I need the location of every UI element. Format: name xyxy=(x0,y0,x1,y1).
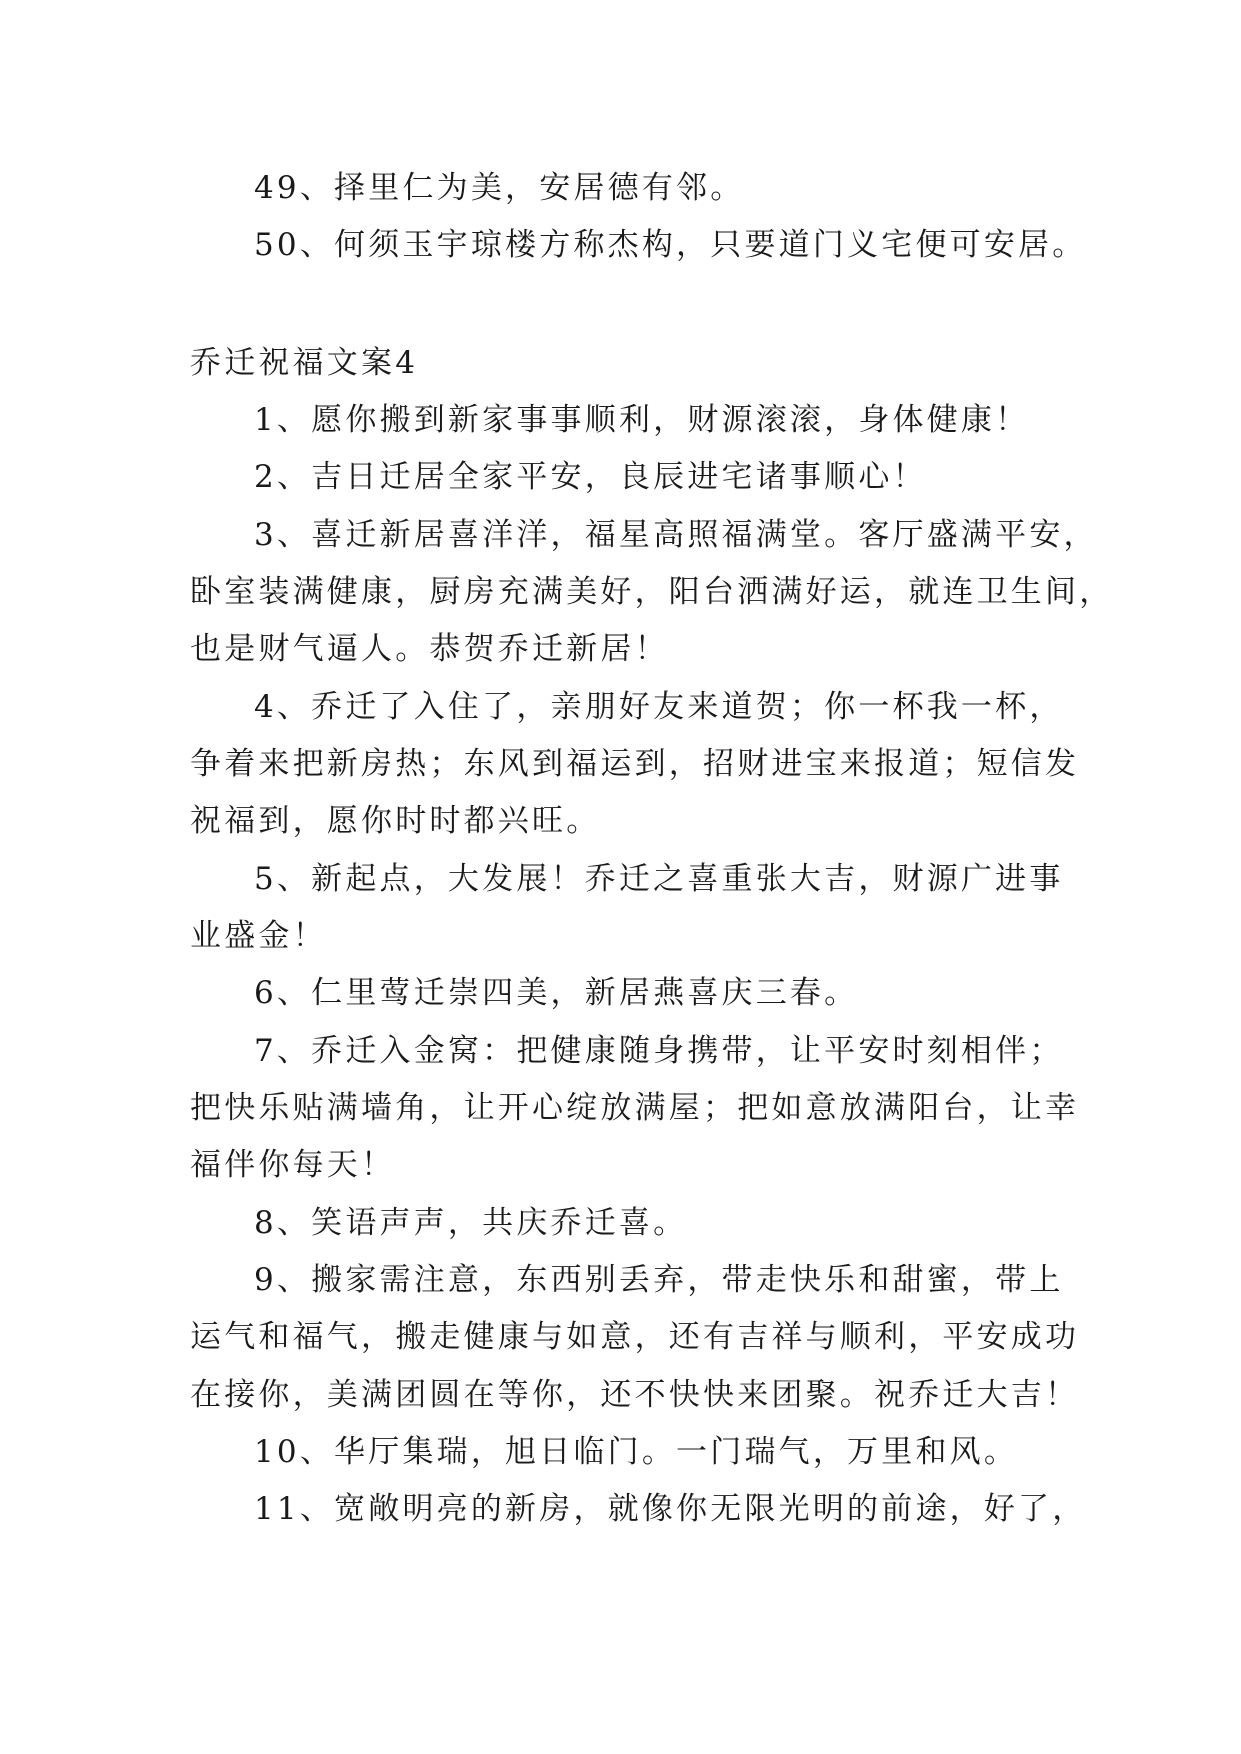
list-item-continuation: 业盛金！ xyxy=(190,918,327,954)
list-item-continuation: 也是财气逼人。恭贺乔迁新居！ xyxy=(190,631,669,667)
list-item-continuation: 卧室装满健康，厨房充满美好，阳台洒满好运，就连卫生间， xyxy=(190,574,1114,610)
list-item: 5、新起点，大发展！乔迁之喜重张大吉，财源广进事 xyxy=(254,861,1064,897)
list-item: 1、愿你搬到新家事事顺利，财源滚滚，身体健康！ xyxy=(254,402,1030,438)
list-item: 7、乔迁入金窝：把健康随身携带，让平安时刻相伴； xyxy=(254,1033,1064,1069)
list-item: 8、笑语声声，共庆乔迁喜。 xyxy=(254,1205,688,1241)
list-item: 9、搬家需注意，东西别丢弃，带走快乐和甜蜜，带上 xyxy=(254,1262,1064,1298)
list-item-49: 49、择里仁为美，安居德有邻。 xyxy=(254,170,745,206)
list-item-continuation: 运气和福气，搬走健康与如意，还有吉祥与顺利，平安成功 xyxy=(190,1319,1080,1355)
list-item: 6、仁里莺迁崇四美，新居燕喜庆三春。 xyxy=(254,975,859,1011)
list-item: 2、吉日迁居全家平安，良辰进宅诸事顺心！ xyxy=(254,459,927,495)
list-item: 10、华厅集瑞，旭日临门。一门瑞气，万里和风。 xyxy=(254,1434,1019,1470)
list-item: 11、宽敞明亮的新房，就像你无限光明的前途，好了， xyxy=(254,1491,1087,1527)
section-title: 乔迁祝福文案4 xyxy=(190,345,419,381)
list-item: 4、乔迁了入住了，亲朋好友来道贺；你一杯我一杯， xyxy=(254,689,1064,725)
list-item: 3、喜迁新居喜洋洋，福星高照福满堂。客厅盛满平安， xyxy=(254,517,1098,553)
list-item-continuation: 在接你，美满团圆在等你，还不快快来团聚。祝乔迁大吉！ xyxy=(190,1377,1080,1413)
list-item-continuation: 争着来把新房热；东风到福运到，招财进宝来报道；短信发 xyxy=(190,746,1080,782)
list-item-continuation: 祝福到，愿你时时都兴旺。 xyxy=(190,803,601,839)
list-item-continuation: 把快乐贴满墙角，让开心绽放满屋；把如意放满阳台，让幸 xyxy=(190,1090,1080,1126)
list-item-50: 50、何须玉宇琼楼方称杰构，只要道门义宅便可安居。 xyxy=(254,227,1087,263)
list-item-continuation: 福伴你每天！ xyxy=(190,1147,396,1183)
